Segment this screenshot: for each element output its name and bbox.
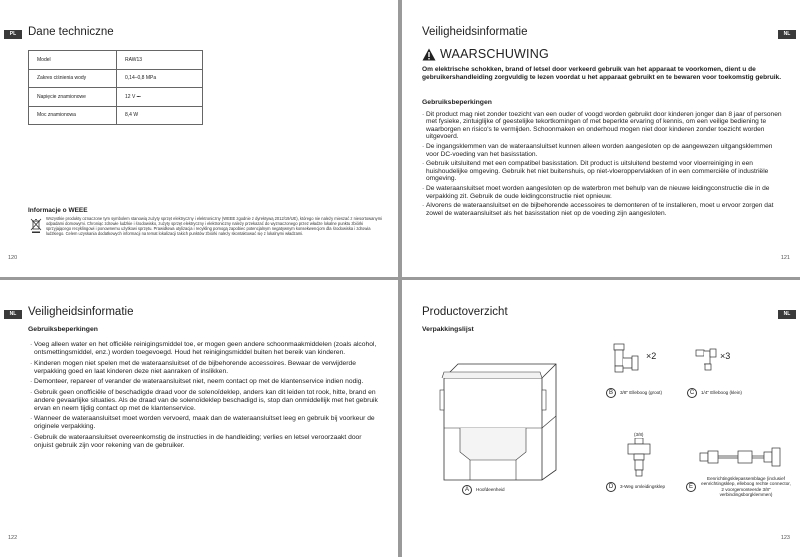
item-label-e: Eenrichtingsklepassemblage (inclusief eenrichtingsklep, elleboog rechte connector, 2 voorgemonteerde 3/8" verbindingsborgklemmen) (701, 476, 791, 498)
item-qty-b: ×2 (646, 351, 657, 361)
page-122 (0, 280, 398, 557)
item-label-d: 3-Weg omleidingsklep (620, 484, 666, 489)
page-number: 121 (780, 255, 790, 261)
language-tag: NL (778, 30, 796, 39)
page-number: 123 (780, 535, 790, 541)
section-heading: Gebruiksbeperkingen (422, 99, 492, 106)
list-item: · Gebruik de wateraansluitset overeenkomstig de instructies in de handleiding; verlies en letsel veroorzaakt door onjuist gebruik zijn voor rekening van de gebruiker. (30, 434, 378, 450)
three-way-valve-icon (624, 438, 654, 478)
weee-heading: Informacje o WEEE (28, 207, 88, 214)
list-item: · Dit product mag niet zonder toezicht van een ouder of voogd worden gebruikt door kinderen jonger dan 8 jaar of personen met fysieke, zintuiglijke of geestelijke tekortkomingen of met beperkte ervaring of kennis, om een veilige bediening te waarborgen en risico's te vermijden. Schoonmaken en onderhoud mogen niet door kinderen zonder toezicht worden uitgevoerd. (422, 111, 784, 141)
page-120 (0, 0, 398, 277)
page-number: 120 (8, 255, 18, 261)
spec-label: Napięcie znamionowe (29, 88, 117, 107)
page-title: Veiligheidsinformatie (422, 26, 528, 38)
language-tag: NL (778, 310, 796, 319)
list-item: · De ingangsklemmen van de wateraansluitset kunnen alleen worden aangesloten op de aangewezen uitgangsklemmen voor DC-voeding van het basisstation. (422, 143, 784, 158)
table-row (29, 88, 203, 107)
list-item: · Kinderen mogen niet spelen met de wateraansluitset of de bijbehorende accessoires. Bewaar de verwijderde verpakking goed en laat kinderen deze niet aanraken of inslikken. (30, 360, 378, 376)
warning-intro: Om elektrische schokken, brand of letsel door verkeerd gebruik van het apparaat te voorkomen, dient u de gebruikershandleiding zorgvuldig te lezen voordat u het apparaat gebruikt en te bewaren voor toekomstig gebruik. (422, 66, 782, 81)
page-title: Veiligheidsinformatie (28, 306, 134, 318)
item-label-b: 3/8" Elleboog (groot) (620, 390, 662, 395)
list-item: · Voeg alleen water en het officiële reinigingsmiddel toe, er mogen geen andere schoonmaakmiddelen (zoals alcohol, ontsmettingsmiddel, enz.) worden toegevoegd. Houd het reinigingsmiddel buiten het bereik van kinderen. (30, 341, 378, 357)
item-qty-c: ×3 (720, 351, 731, 361)
language-tag: NL (4, 310, 22, 319)
usage-restrictions-list (30, 341, 378, 452)
warning-triangle-icon (422, 48, 436, 61)
valve-size-label: (3/8) (634, 432, 644, 437)
spec-label: Model (29, 51, 117, 70)
spec-label: Moc znamionowa (29, 106, 117, 125)
item-marker-e: E (686, 482, 696, 492)
item-label-a: Hoofdeenheid (476, 487, 505, 492)
usage-restrictions-list (422, 111, 784, 220)
one-way-valve-assembly-icon (698, 446, 784, 468)
item-label-c: 1/4" Elleboog (klein) (701, 390, 742, 395)
spec-value: 0,14–0,8 MPa (117, 69, 203, 88)
list-item: · Gebruik geen onofficiële of beschadigde draad voor de solenoïdeklep, anders kan dit leiden tot rook, hitte, brand en andere gevaarlijke situaties. Als de draad van de solenoïdeklep beschadigd is, stop dan onmiddellijk met het gebruik ervan en neem tijdig contact op met de klantenservice. (30, 389, 378, 413)
main-unit-illustration (438, 360, 564, 484)
table-row (29, 69, 203, 88)
crossed-bin-icon (30, 218, 42, 234)
item-marker-a: A (462, 485, 472, 495)
page-number: 122 (8, 535, 18, 541)
spec-value: 12 V ⎓ (117, 88, 203, 107)
list-item: · Demonteer, repareer of verander de wateraansluitset niet, neem contact op met de klantenservice indien nodig. (30, 378, 378, 386)
spec-value: 8,4 W (117, 106, 203, 125)
section-heading: Verpakkingslijst (422, 326, 474, 333)
page-title: Dane techniczne (28, 26, 114, 38)
language-tag: PL (4, 30, 22, 39)
warning-header (422, 47, 549, 61)
spec-label: Zakres ciśnienia wody (29, 69, 117, 88)
spec-table (28, 50, 203, 125)
item-marker-c: C (687, 388, 697, 398)
section-heading: Gebruiksbeperkingen (28, 326, 98, 333)
table-row (29, 106, 203, 125)
page-title: Productoverzicht (422, 306, 508, 318)
small-elbow-icon (694, 346, 720, 374)
weee-text: Wszystkie produkty oznaczone tym symbolem stanowią zużyty sprzęt elektryczny i elektroniczny (WEEE zgodnie z dyrektywą 2012/19/UE), którego nie należy mieszać z niesortowanymi odpadami domowymi. Chroniąc zdrowie ludzkie i środowisko, zużyty sprzęt elektryczny i elektroniczny należy przekazać do wyznaczonego przez władze lokalne punktu zbiórki sprzyjającego recyklingowi i ponownemu użytkowi sprzętu. Prawidłowa utylizacja i recykling pomogą zapobiec potencjalnym negatywnym konsekwencjom dla środowiska i zdrowia ludzkiego. Celem uzyskania dodatkowych informacji na temat lokalizacji takich punktów zbiórki należy skontaktować się z lokalnymi władzami. (46, 216, 383, 237)
item-marker-b: B (606, 388, 616, 398)
warning-label: WAARSCHUWING (440, 47, 549, 61)
list-item: · Wanneer de wateraansluitset moet worden vervoerd, maak dan de wateraansluitset leeg en gebruik bij voorkeur de originele verpakking. (30, 415, 378, 431)
list-item: · De wateraansluitset moet worden aangesloten op de waterbron met behulp van de nieuwe leidingconstructie die in de verpakking zit. Gebruik de oude leidingconstructie niet opnieuw. (422, 185, 784, 200)
item-marker-d: D (606, 482, 616, 492)
page-121 (402, 0, 800, 277)
list-item: · Gebruik uitsluitend met een compatibel basisstation. Dit product is uitsluitend bestemd voor vloerreiniging in een huishoudelijke omgeving. Gebruik het niet buitenshuis, op niet-vloeroppervlakken of in een commerciële of industriële omgeving. (422, 160, 784, 182)
large-elbow-icon (610, 342, 640, 376)
page-123 (402, 280, 800, 557)
table-row (29, 51, 203, 70)
list-item: · Alvorens de wateraansluitset en de bijbehorende accessoires te demonteren of te installeren, moet u ervoor zorgen dat zowel de wateraansluitset als het basisstation niet op de voeding zijn aangesloten. (422, 202, 784, 217)
spec-value: RAW13 (117, 51, 203, 70)
